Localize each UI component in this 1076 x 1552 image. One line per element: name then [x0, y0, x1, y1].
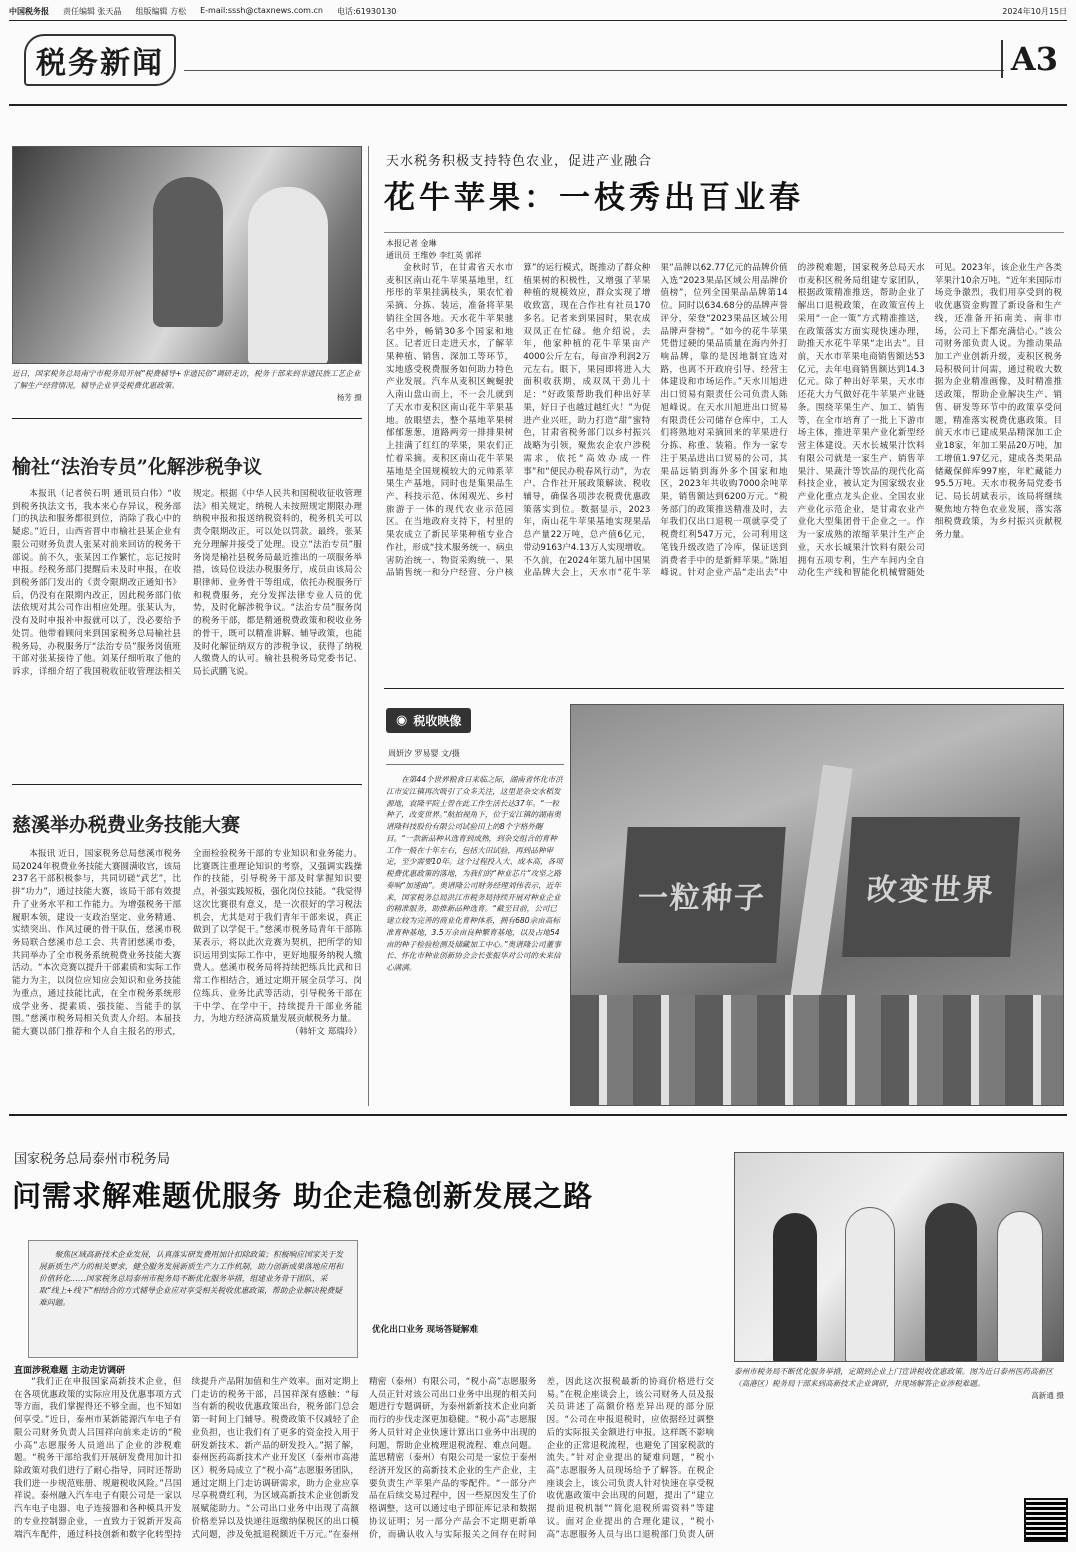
phone: 电话:61930130	[336, 7, 397, 16]
story2-title: 榆社“法治专员”化解涉税争议	[12, 456, 262, 478]
camera-icon: ◉	[396, 713, 408, 728]
story1-title: 花牛苹果：一枝秀出百业春	[384, 180, 804, 216]
photo-rice-field	[570, 704, 1064, 1106]
person-3	[925, 1203, 977, 1362]
story2-body: 本报讯（记者侯石明 通讯员白伟）“收到税务执法文书，我本来心存异议，税务部门的执法和服务都很到位，消除了我心中的疑虑。”近日，山西省晋中市榆社县某企业有限公司财务负责人张某对前来回访的税务干部说。前不久，张某因工作繁忙，忘记按时申报。经税务部门提醒后未及时申报，在收到税务部门发出的《责令限期改正通知书》后，仍没有在限期内改正，因此税务部门依法依规对其公司作出相应处理。张某认为，没有及时申报补申报就可以了，没必要给予处罚。他带着顾问来到国家税务总局榆社县税务局，办税服务厅“法治专员”服务岗值班干部对张某接待了他。刘某仔细听取了他的诉求，详细介绍了我国税收征收管理法相关规定。根据《中华人民共和国税收征收管理法》相关规定，纳税人未按照规定期限办理纳税申报和报送纳税资料的，税务机关可以责令限期改正，可以处以罚款。最终，张某充分理解并接受了处理。设立“法治专员”服务岗是榆社县税务局最近推出的一项服务举措，该局位设法办税服务厅，成员由该局公职律师、业务骨干等组成，依托办税服务厅和税费服务，充分发挥法律专业人员的优势，及时化解涉税争议。“法治专员”服务岗的税务干部，都是精通税费政策和税收业务的骨干，既可以精准讲解、辅导政策，也能及时化解征纳双方的涉税争议，获得了纳税人缴费人的认可。榆社县税务局党委书记、局长武鹏飞说。	[12, 489, 362, 678]
story3-text: 本报讯 近日，国家税务总局慈溪市税务局2024年税费业务技能大赛圆满收官，该局237名干部积极参与，共同切磋“武艺”，比拼“功力”，通过技能大赛，该局干部有效提升了业务水平和工作能力。为增强税务干部履职本领，建设一支政治坚定、业务精通、实绩突出、作风过硬的骨干队伍，慈溪市税务局联合慈溪市总工会、共青团慈溪市委，共同举办了全市税务系统税费业务技能大赛活动。“本次竞赛以提升干部素质和实际工作能力为主，以岗位应知应会知识和业务技能为重点，通过技能比武，在全市税务系统形成学业务、提素质、强技能、当能手的氛围。”慈溪市税务局相关负责人介绍。本届技能大赛以部门推荐和个人自主报名的形式，全面检验税务干部的专业知识和业务能力。比赛既注重理论知识的考察，又强调实践操作的技能，引导税务干部及时掌握知识要点，补强实践短板，强化岗位技能。“我觉得这次比赛很有意义，是一次很好的学习税法机会，尤其是对于我们青年干部来说，真正做到了以学促干。”慈溪市税务局青年干部陈某表示，将以此次竞赛为契机，把所学的知识运用到实际工作中，更好地服务纳税人缴费人。慈溪市税务局将持续把练兵比武和日常工作相结合，通过定期开展全员学习、岗位练兵、业务比武等活动，引导税务干部在干中学、在学中干，持续提升干部业务能力，为地方经济高质量发展贡献税务力量。	[12, 849, 362, 1038]
story4-sub1: 直面涉税难题 主动走访调研	[14, 1366, 126, 1376]
masthead	[9, 6, 1067, 20]
photo1-caption	[12, 368, 362, 403]
story4-body	[14, 1376, 714, 1548]
mid-rule	[384, 688, 1064, 689]
layout-editor: 组版编辑 方松	[135, 7, 187, 16]
photo1-caption-text: 近日，国家税务总局南宁市税务局开展“税费辅导+非遗民俗”调研走访，税务干部来到非遗民族工艺企业了解生产经营情况，辅导企业享受税费优惠政策。	[12, 369, 361, 390]
story1-bylines	[386, 238, 516, 262]
story3-author: （韩轩文 郑瑞玲）	[290, 1027, 362, 1038]
buildings	[571, 995, 1064, 1106]
photo1-credit: 杨芳 摄	[336, 392, 362, 402]
story4-title: 问需求解难题优服务 助企走稳创新发展之路	[12, 1179, 594, 1213]
story1-body	[386, 262, 1062, 682]
header-rule	[9, 104, 1067, 106]
calligraphy-left: 一粒种子	[636, 881, 767, 916]
photo2-byline: 周妍汐 罗易婴 文/摄	[388, 749, 460, 758]
bottom-section-rule	[9, 1114, 1067, 1116]
left-sep-2	[12, 784, 362, 785]
person-left	[153, 177, 223, 327]
photo2-caption: 在第44个世界粮食日来临之际，湖南省怀化市洪江市安江镇再次吸引了众多关注，这里是杂交水稻发源地，袁隆平院士曾在此工作生活长达37年。“一粒种子，改变世界。”航拍视角下，位于安江镇的湖南奥谱隆科技股份有限公司试验田上的8个字格外醒目。“一款新品种从选育到成熟，到杂交组合的育种工作一般在十年左右，包括大田试验，再到品种审定，至少需要10年。这个过程投入大、成本高，各项税费优惠政策的落地，为我们的“种业芯片”攻坚之路奏响“加速曲”。奥谱隆公司财务经理刘伟表示，近年来，国家税务总局洪江市税务局持续开展对种业企业的精准服务，助推新品种选育。“截至目前，公司已建立较为完善的商业化育种体系，拥有680余亩高标准育种基地，3.5万余亩良种繁育基地，以及占地54亩的种子检验检测及储藏加工中心。”奥谱隆公司董事长、怀化市种业创新协会会长张振华对公司的未来信心满满。	[386, 775, 563, 973]
section-title: 税务新闻	[24, 34, 176, 86]
story1-rule	[384, 232, 1064, 233]
story4-intro-box	[28, 1240, 358, 1358]
paper-name: 中国税务报	[9, 7, 49, 16]
badge	[386, 708, 471, 733]
page-number: A3	[1001, 40, 1058, 78]
story4-text: “我们正在申报国家高新技术企业，但在各项优惠政策的实际应用及优惠事项方式等方面，我们掌握得还不够全面，也不知如何享受。”近日，泰州市某新能源汽车电子有限公司财务负责人吕国祥向前来走访的“税小高”志愿服务人员道出了企业的涉税难题。“税务干部给我们开展研发费用加计扣除政策对我们进行了耐心指导，同时还帮助我们进一步规范账册、规避税收风险。”吕国祥说。泰州融入汽车电子有限公司是一家以汽车电子电器、电子连接器和各种模具开发的专业控制器企业，一直致力于锐新开发高端汽车配件，通过科技创新和数字化转型持续提升产品附加值和生产效率。面对定期上门走访的税务干部，吕国祥深有感触：“每当有新的税收优惠政策出台，税务部门总会第一时间上门辅导。税费政策不仅减轻了企业负担，也让我们有了更多的资金投入用于研发新技术、新产品的研发投入。”据了解，泰州医药高新技术产业开发区（泰州市高港区）税务局成立了“税小高”志愿服务团队，通过定期上门走访调研需求，助力企业应享尽享税费红利，为区域高新技术企业创新发展赋能助力。“公司出口业务中出现了高额价格差异以及快递往返缴纳保税区的出口模式问题，涉及免抵退税额近千万元。”在泰州精密（泰州）有限公司，“税小高”志愿服务人员正针对该公司出口业务中出现的相关问题进行专题调研，为泰州新新技术企业向新而行的步伐走深更加稳健。“税小高”志愿服务人员针对企业快速计算出口业务中出现的问题，帮助企业梳理退税流程、难点问题。蓝思精密（泰州）有限公司是一家位于泰州经济开发区的高新技术企业的生产企业，主要负责生产苹果产品的零配件。“一部分产品在后续交易过程中，因一些原因发生了价格调整，这可以通过电子即征库记录和数据协议证明；另一部分产品会不定期更新单价，而确认收入与实际报关之间存在时间差，因此这次报税最新的协商价格进行交易。”在税企座谈会上，该公司财务人员及报关员讲述了高额价格差异出现的部分原因。“公司在申报退税时，应依据经过调整后的实际报关金额进行申报。这样既不影响企业的正常退税流程，也避免了国家税款的流失。”针对企业提出的疑难问题，“税小高”志愿服务人员现场给予了解答。在税企座谈会上，该公司负责人针对快速在享受税收优惠政策中会出现的问题，提出了“建立提前退税机制”“简化退税所需资料”等建议。面对企业提出的合理化建议，“税小高”志愿服务人员与出口退税部门负责人研	[14, 1377, 714, 1540]
email: E-mail:sssh@ctaxnews.com.cn	[200, 6, 323, 15]
photo2-byline-rule	[386, 764, 564, 765]
field-left	[618, 827, 786, 963]
editor: 责任编辑 张天晶	[63, 7, 122, 16]
masthead-rule	[9, 20, 1067, 21]
story4-sub2: 优化出口业务 现场答疑解难	[372, 1325, 479, 1335]
photo-taizhou-caption-text: 泰州市税务局不断优化服务举措，定期到企业上门宣讲税收优惠政策。图为近日泰州医药高新区（高港区）税务局干部来到高新技术企业调研，并现场解答企业涉税难题。	[734, 1367, 1053, 1388]
person-4	[997, 1211, 1043, 1362]
person-1	[773, 1213, 817, 1362]
photo-taizhou	[734, 1152, 1064, 1362]
photo-nanning	[12, 146, 362, 364]
story1-text: 金秋时节，在甘肃省天水市麦积区南山花牛苹果基地里，红彤彤的苹果挂满枝头，果农忙着采摘、分拣、装运，准备将苹果销往全国各地。天水花牛苹果驰名中外，畅销30多个国家和地区。记者近日走进天水，了解苹果种植、销售、深加工等环节，实地感受税费服务如何助力特色产业发展。汽车从麦积区蜿蜒驶入南山盘山而上，不一会儿就到了天水市麦积区南山花牛苹果基地。放眼望去，整个基地苹果树郁郁葱葱，道路两旁一排排果树上挂满了红红的苹果，果农们正忙着采摘。麦积区南山花牛苹果基地是全国规模较大的元帅系苹果生产基地，同时也是集果品生产、科技示范、休闲观光、乡村旅游于一体的现代农业示范园区。在当地政府支持下，村里的果农成立了新民苹果种植专业合作社，形成“技术服务统一、病虫害防治统一、物资采购统一、果品销售统一和分户经营、分户核算”的运行模式，既推动了群众种植果树的积极性，又增强了苹果种植的规模效应，群众实现了增收致富，现在合作社有社员170多名。记者来到果园时，果农成双凤正在忙碌。他介绍说，去年，他家种植的花牛苹果亩产4000公斤左右，每亩净利润2万元左右。眼下，果园即将进入大面积收获期，成双凤干劲儿十足：“好政策帮助我们种出好苹果，好日子也越过越红火！”为促进产业兴旺，助力打造“甜”蜜特色，甘肃省税务部门以乡村振兴战略为引领，聚焦农企农户涉税需求，依托“高效办成一件事”和“便民办税春风行动”，为农户、合作社开展政策解读、税收辅导，确保各项涉农税费优惠政策落实到位。数据显示，2023年，南山花牛苹果基地实现果品总产量22万吨，总产值6亿元，带动9163户4.13万人实现增收。不久前，在2024年第九届中国果业品牌大会上，天水市“花牛苹果”品牌以62.77亿元的品牌价值入选“2023果品区域公用品牌价值榜”，位列全国果品品牌第14位。同时以634.68分的品牌声誉评分，荣登“2023果品区域公用品牌声誉榜”。“如今的花牛苹果凭借过硬的果品质量在海内外打响品牌，靠的是因地制宜选对路，也离不开政府引导、经营主体建设和市场运作。”天水川旭进出口贸易有限责任公司负责人陈旭峰说。在天水川旭进出口贸易有限责任公司储存仓库中，工人们将熟地对采摘回来的苹果进行分拣、称重、装箱。作为一家专注于果品进出口贸易的公司，其果品远销到海外多个国家和地区，2023年共收购7000余吨苹果，销售额达到6200万元。“税务部门的政策推送精准及时，去年我们仅出口退税一项就享受了税费红利547万元，公司利用这笔钱升级改造了冷库，保证送到消费者手中的是新鲜苹果。”陈旭峰说。针对企业产品“走出去”中的涉税难题，国家税务总局天水市麦积区税务局组建专家团队，根据政策精准推送，帮助企业了解出口退税政策，在政策宣传上采用“一企一策”方式精准推送，在政策落实方面实现快速办理，助推天水花牛苹果“走出去”。目前，天水市苹果电商销售额达53亿元，去年电商销售额达到14.3亿元。除了种出好苹果，天水市还花大力气做好花牛苹果产业链条。围绕苹果生产、加工、销售等，在全市培育了一批上下游市场主体，推进苹果产业化新型经营主体建设。天水长城果汁饮料有限公司就是一家生产、销售苹果汁、果蔬汁等饮品的现代化高科技企业，被认定为国家级农业产业化重点龙头企业、全国农业产业化示范企业，是甘肃农业产业化大型集团骨干企业之一。作为一家成熟的浓缩苹果汁生产企业，天水长城果汁饮料有限公司拥有五项专利，生产车间内全自动化生产线和智能化机械臂随处可见。2023年，该企业生产各类苹果汁10余万吨。“近年来国际市场竞争激烈，我们用享受到的税收优惠资金购置了新设备和生产线，还准备开拓南美、南非市场，公司上下都充满信心。”该公司财务部负责人说。为推动果品加工产业创新升级，麦积区税务局积极问计问需，通过税收大数据为企业精准画像，及时精准推送政策，帮助企业解决生产、销售、研发等环节中的政策享受问题，精准落实税费优惠政策。目前天水市已建成果品精深加工企业18家，年加工果品20万吨，加工增值1.97亿元，建成各类果品储藏保鲜库997座，年贮藏能力95.5万吨。天水市税务局党委书记、局长胡斌表示，该局将继续聚焦地方特色农业发展，落实落细税费政策，为乡村振兴贡献税务力量。	[386, 263, 1062, 579]
story4-kicker: 国家税务总局泰州市税务局	[14, 1152, 171, 1167]
left-sep-1	[12, 418, 362, 419]
badge-text: 税收映像	[413, 714, 462, 728]
qr-code	[1024, 1498, 1068, 1542]
vertical-sep	[368, 146, 369, 1106]
field-right	[842, 817, 1020, 957]
section-rule	[184, 70, 1004, 71]
story3-body	[12, 848, 362, 1106]
story4-col2-top	[372, 1226, 712, 1318]
date: 2024年10月15日	[1002, 7, 1067, 16]
person-right	[248, 187, 328, 364]
person-2	[845, 1207, 895, 1362]
photo-taizhou-caption	[734, 1366, 1064, 1401]
story3-title: 慈溪举办税费业务技能大赛	[12, 814, 241, 836]
photo-taizhou-credit: 高新通 摄	[1031, 1390, 1064, 1400]
byline-correspondents: 通讯员 王维妙 李红英 郭祥	[386, 251, 482, 260]
section-header	[14, 32, 1064, 92]
story1-kicker: 天水税务积极支持特色农业，促进产业融合	[386, 154, 653, 169]
byline-reporter: 本报记者 金琳	[386, 239, 437, 248]
calligraphy-right: 改变世界	[865, 873, 996, 908]
story4-intro: 聚焦区域高新技术企业发展，认真落实研发费用加计扣除政策；积极响应国家关于发展新质生产力的相关要求，健全服务发展新质生产力工作机制，助力创新成果落地应用和价值转化……国家税务总局泰州市税务局不断优化服务举措，组建业务骨干团队，采取“线上+线下”相结合的方式辅导企业应对享受相关税收优惠政策，帮助企业解决税费疑难问题。	[39, 1250, 344, 1308]
